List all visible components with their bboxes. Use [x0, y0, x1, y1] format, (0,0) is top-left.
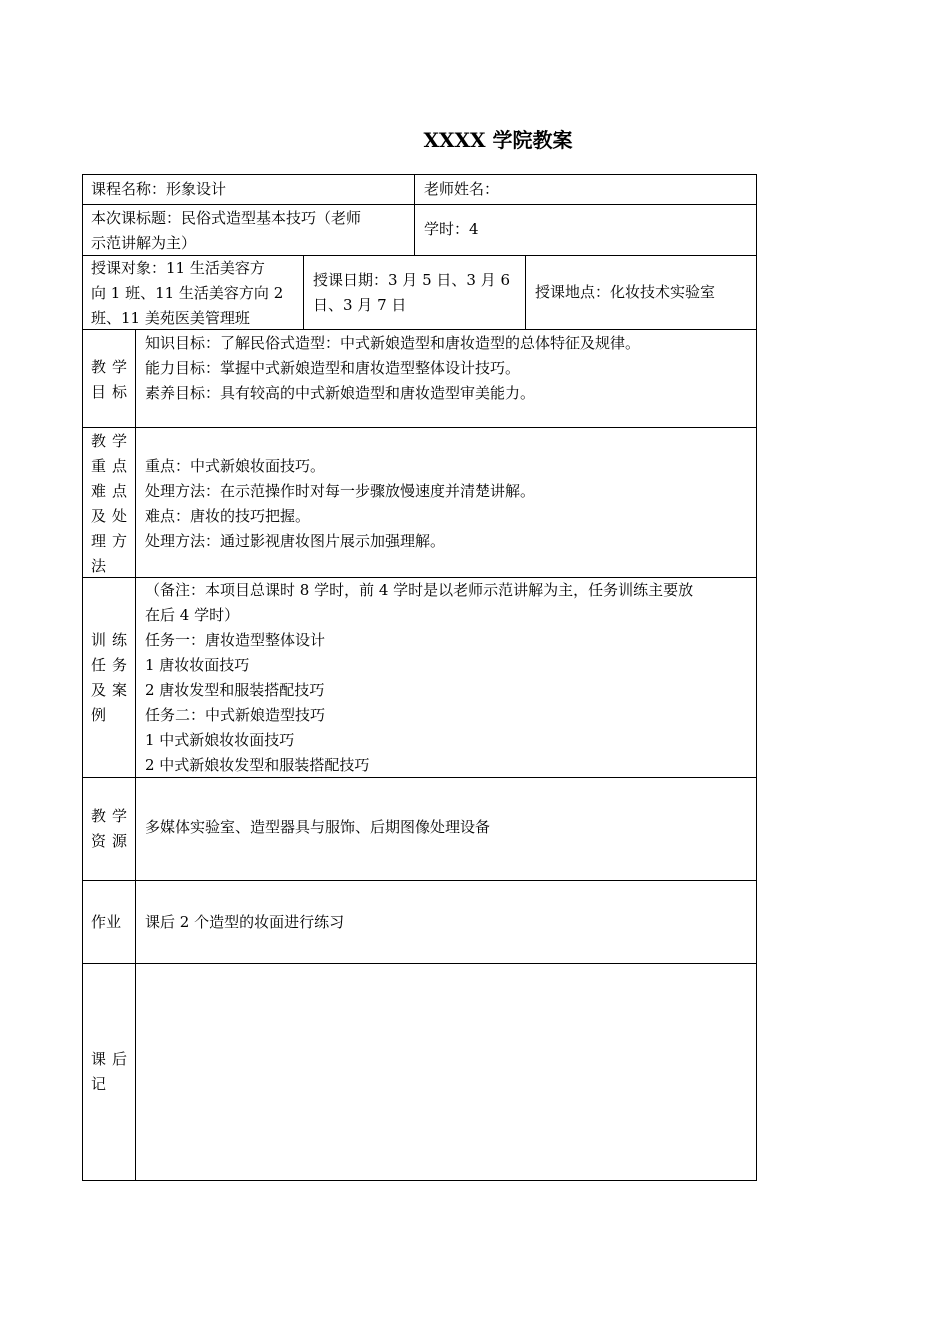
teaching-location: 授课地点：化妆技术实验室 — [535, 283, 716, 301]
resources-label: 教学 资源 — [91, 807, 127, 850]
tasks-content: （备注：本项目总课时 8 学时，前 4 学时是以老师示范讲解为主，任务训练主要放 在后 4 学时） 任务一：唐妆造型整体设计 1 唐妆妆面技巧 2 唐妆发型和服装搭配技巧 任务二：中式新娘造型技巧 1 中式新娘妆妆面技巧 2 中式新娘妆发型和服装搭配技巧 — [145, 581, 694, 774]
goals-content: 知识目标：了解民俗式造型：中式新娘造型和唐妆造型的总体特征及规律。 能力目标：掌握中式新娘造型和唐妆造型整体设计技巧。 素养目标：具有较高的中式新娘造型和唐妆造型审美能力。 — [145, 334, 641, 402]
class-hours: 学时：4 — [424, 220, 479, 238]
page-title: XXXX 学院教案 — [423, 128, 573, 152]
homework-label: 作业 — [91, 913, 122, 931]
course-name: 课程名称：形象设计 — [91, 180, 227, 198]
teaching-target: 授课对象：11 生活美容方 向 1 班、11 生活美容方向 2 班、11 美苑医美管理班 — [91, 259, 284, 327]
resources-content: 多媒体实验室、造型器具与服饰、后期图像处理设备 — [145, 818, 491, 836]
tasks-label: 训练 任务 及案 例 — [91, 631, 127, 724]
goals-label: 教学 目标 — [91, 358, 127, 401]
notes-label: 课后 记 — [91, 1050, 127, 1093]
keypoints-content: 重点：中式新娘妆面技巧。 处理方法：在示范操作时对每一步骤放慢速度并清楚讲解。 难点：唐妆的技巧把握。 处理方法：通过影视唐妆图片展示加强理解。 — [145, 457, 536, 550]
notes-content — [145, 966, 745, 1166]
keypoints-label: 教学 重点 难点 及处 理方 法 — [91, 432, 127, 575]
teaching-date: 授课日期：3 月 5 日、3 月 6 日、3 月 7 日 — [313, 271, 511, 314]
homework-content: 课后 2 个造型的妆面进行练习 — [145, 913, 345, 931]
lesson-topic: 本次课标题：民俗式造型基本技巧（老师 示范讲解为主） — [91, 209, 362, 252]
teacher-name: 老师姓名： — [424, 180, 500, 198]
